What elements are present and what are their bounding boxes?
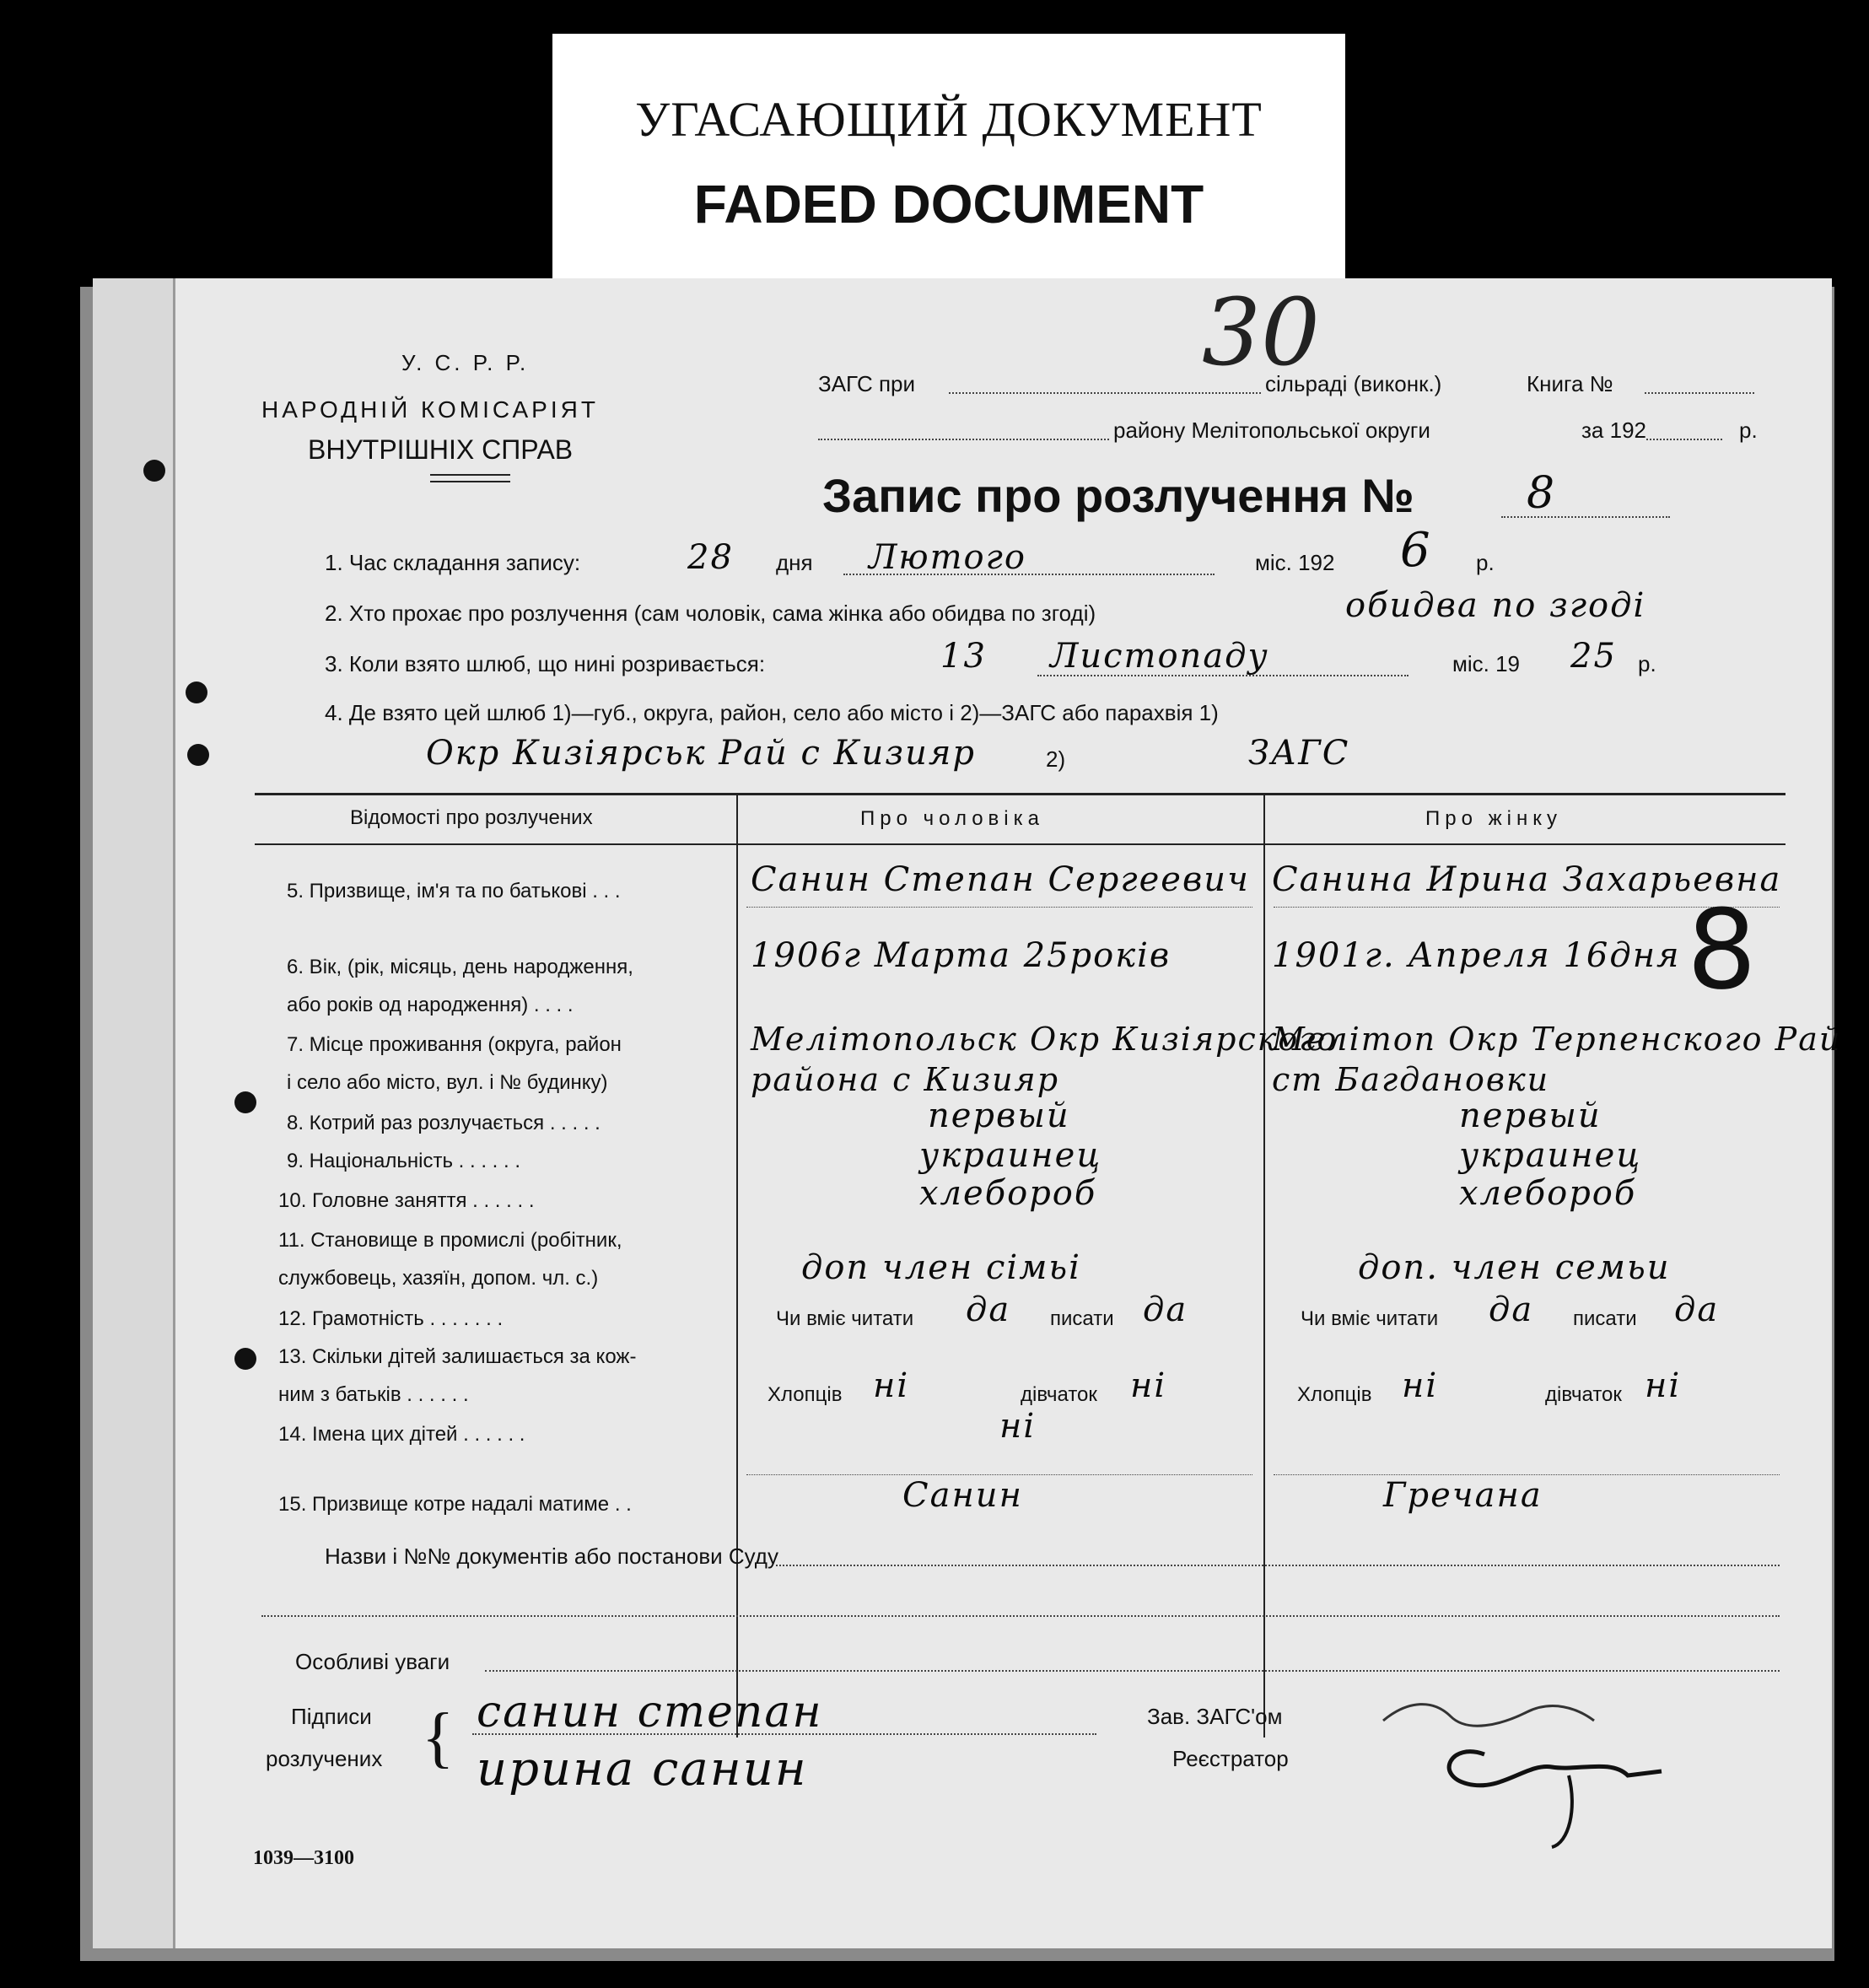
item1-month: Лютого (869, 538, 1026, 577)
row7-husband: Мелітопольск Окр Кизіярского (751, 1021, 1338, 1058)
row14-w-line (1274, 1474, 1780, 1475)
docs-label: Назви і №№ документів або постанови Суду (325, 1544, 778, 1569)
item4-label: 4. Де взято цей шлюб 1)—губ., округа, район, село або місто і 2)—ЗАГС або парахвія 1) (325, 700, 1219, 725)
item4-two: 2) (1046, 746, 1066, 772)
col-info-header: Відомості про розлучених (350, 806, 593, 829)
w-can-write-label: писати (1573, 1307, 1637, 1330)
signatures-label: Підписи (291, 1704, 372, 1729)
col-husband-header: Про чоловіка (860, 807, 1045, 830)
row8-wife: первый (1459, 1096, 1602, 1135)
sig-line-1 (472, 1733, 1096, 1735)
book-label: Книга № (1527, 371, 1613, 396)
item3-day: 13 (940, 637, 987, 676)
item1-day-word: дня (776, 550, 813, 575)
row12-label: 12. Грамотність . . . . . . . (278, 1307, 504, 1330)
item1-year-digit: 6 (1400, 523, 1432, 578)
h-can-read: да (966, 1290, 1011, 1329)
zags-line (949, 392, 1261, 394)
row5-label: 5. Призвище, ім'я та по батькові . . . (287, 880, 621, 902)
district-line (818, 439, 1109, 440)
department-name: ВНУТРІШНІХ СПРАВ (308, 434, 574, 465)
archive-number: 30 (1202, 278, 1320, 386)
h-boys: ні (873, 1366, 910, 1405)
record-number: 8 (1527, 468, 1557, 519)
row7-wife2: ст Багдановки (1272, 1061, 1550, 1098)
w-can-read-label: Чи вміє читати (1301, 1307, 1439, 1330)
annotation-eight: 8 (1687, 886, 1757, 1014)
print-code: 1039—3100 (253, 1847, 354, 1869)
w-can-read: да (1489, 1290, 1534, 1329)
signature-husband: санин степан (477, 1687, 823, 1737)
row11-husband: доп член сімьі (801, 1248, 1081, 1287)
item1-label: 1. Час складання запису: (325, 550, 581, 575)
row9-husband: украинец (919, 1136, 1102, 1175)
row14-h-line (746, 1474, 1252, 1475)
item3-label: 3. Коли взято шлюб, що нині розривається: (325, 651, 766, 676)
table-divider-left (736, 795, 738, 1737)
row10-husband: хлебороб (919, 1174, 1097, 1213)
row6-label: 6. Вік, (рік, місяць, день народження, (287, 956, 633, 978)
item1-mis: міс. 192 (1255, 550, 1335, 575)
divorce-record-form (93, 278, 1842, 1948)
row15-label: 15. Призвище котре надалі матиме . . (278, 1493, 632, 1516)
registrar-signature-icon (1358, 1683, 1712, 1851)
h-boys-label: Хлопців (768, 1383, 843, 1406)
row5-wife: Санина Ирина Захарьевна (1272, 860, 1782, 899)
binding-strip (93, 278, 175, 1948)
row5-husband: Санин Степан Сергеевич (751, 860, 1250, 899)
w-can-write: да (1674, 1290, 1720, 1329)
row5-h-line (746, 907, 1252, 908)
binding-hole-icon (186, 682, 207, 703)
row6-wife: 1901г. Апреля 16дня (1272, 936, 1681, 975)
w-surname: Гречана (1383, 1476, 1543, 1515)
item3-month: Листопаду (1050, 637, 1269, 676)
w-girls: ні (1645, 1366, 1682, 1405)
stamp-ru: УГАСАЮЩИЙ ДОКУМЕНТ (635, 92, 1263, 147)
item2-label: 2. Хто прохає про розлучення (сам чоловік, сама жінка або обидва по згоді) (325, 601, 1096, 626)
docs-line-2 (261, 1615, 1780, 1617)
item2-value: обидва по згоді (1345, 586, 1646, 625)
w-boys: ні (1402, 1366, 1439, 1405)
row13-label2: ним з батьків . . . . . . (278, 1383, 469, 1406)
zags-head-label: Зав. ЗАГС'ом (1147, 1704, 1283, 1729)
item1-r: р. (1476, 550, 1495, 575)
notes-label: Особливі уваги (295, 1649, 450, 1674)
silradi-label: сільраді (виконк.) (1265, 371, 1442, 396)
book-line (1645, 392, 1754, 394)
h-can-write-label: писати (1050, 1307, 1114, 1330)
h-girls-label: дівчаток (1021, 1383, 1097, 1406)
docs-line-1 (776, 1565, 1780, 1566)
signature-wife: ирина санин (477, 1742, 808, 1797)
col-wife-header: Про жінку (1425, 807, 1563, 830)
row10-label: 10. Головне заняття . . . . . . (278, 1189, 535, 1212)
binding-hole-icon (234, 1348, 256, 1370)
header-underline (430, 481, 510, 482)
row8-husband: первый (928, 1096, 1070, 1135)
h-surname: Санин (902, 1476, 1023, 1515)
h-children-names: ні (999, 1407, 1037, 1446)
year-suffix: р. (1739, 418, 1758, 443)
row6-husband: 1906г Марта 25років (751, 936, 1171, 975)
row9-wife: украинец (1459, 1136, 1642, 1175)
row14-label: 14. Імена цих дітей . . . . . . (278, 1423, 525, 1446)
republic-name: У. С. Р. Р. (401, 350, 530, 375)
row11-wife: доп. член семьи (1358, 1248, 1671, 1287)
notes-line (485, 1670, 1780, 1672)
item1-day: 28 (687, 538, 734, 577)
h-girls: ні (1130, 1366, 1167, 1405)
table-top-border (255, 793, 1786, 795)
item4-value2: ЗАГС (1248, 734, 1350, 773)
row7-husband2: района с Кизияр (751, 1061, 1060, 1098)
h-can-read-label: Чи вміє читати (776, 1307, 914, 1330)
table-header-border (255, 843, 1786, 845)
row13-label: 13. Скільки дітей залишається за кож- (278, 1345, 637, 1368)
item1-line (843, 574, 1215, 575)
item4-value: Окр Кизіярськ Рай с Кизияр (426, 734, 976, 773)
binding-hole-icon (187, 744, 209, 766)
district-label: району Мелітопольської округи (1113, 418, 1430, 443)
year-line (1646, 439, 1722, 440)
registrar-label: Реєстратор (1172, 1746, 1289, 1771)
zags-prefix: ЗАГС при (818, 371, 916, 396)
commissariat-name: НАРОДНІЙ КОМІСАРІЯТ (261, 396, 599, 423)
item3-r: р. (1638, 651, 1656, 676)
stamp-en: FADED DOCUMENT (693, 174, 1204, 234)
header-underline (430, 474, 510, 476)
row6-label2: або років од народження) . . . . (287, 994, 574, 1016)
row8-label: 8. Котрий раз розлучається . . . . . (287, 1112, 601, 1134)
item3-year-digits: 25 (1570, 637, 1617, 676)
row7-label: 7. Місце проживання (округа, район (287, 1033, 622, 1056)
table-divider-right (1263, 795, 1265, 1737)
item3-line (1037, 675, 1408, 676)
row10-wife: хлебороб (1459, 1174, 1637, 1213)
record-number-line (1501, 516, 1670, 518)
item3-mis: міс. 19 (1452, 651, 1521, 676)
faded-document-stamp (552, 34, 1345, 278)
signature-brace: { (422, 1700, 455, 1775)
row7-label2: і село або місто, вул. і № будинку) (287, 1071, 608, 1094)
record-title: Запис про розлучення № (822, 469, 1414, 522)
binding-hole-icon (143, 460, 165, 482)
w-boys-label: Хлопців (1297, 1383, 1372, 1406)
h-can-write: да (1143, 1290, 1188, 1329)
binding-hole-icon (234, 1091, 256, 1113)
w-girls-label: дівчаток (1545, 1383, 1622, 1406)
row11-label2: службовець, хазяїн, допом. чл. с.) (278, 1267, 599, 1290)
year-prefix: за 192 (1581, 418, 1646, 443)
row7-wife: Мелітоп Окр Терпенского Рай (1272, 1021, 1842, 1058)
row11-label: 11. Становище в промислі (робітник, (278, 1229, 622, 1252)
signatures-label2: розлучених (266, 1746, 383, 1771)
row9-label: 9. Національність . . . . . . (287, 1150, 520, 1172)
